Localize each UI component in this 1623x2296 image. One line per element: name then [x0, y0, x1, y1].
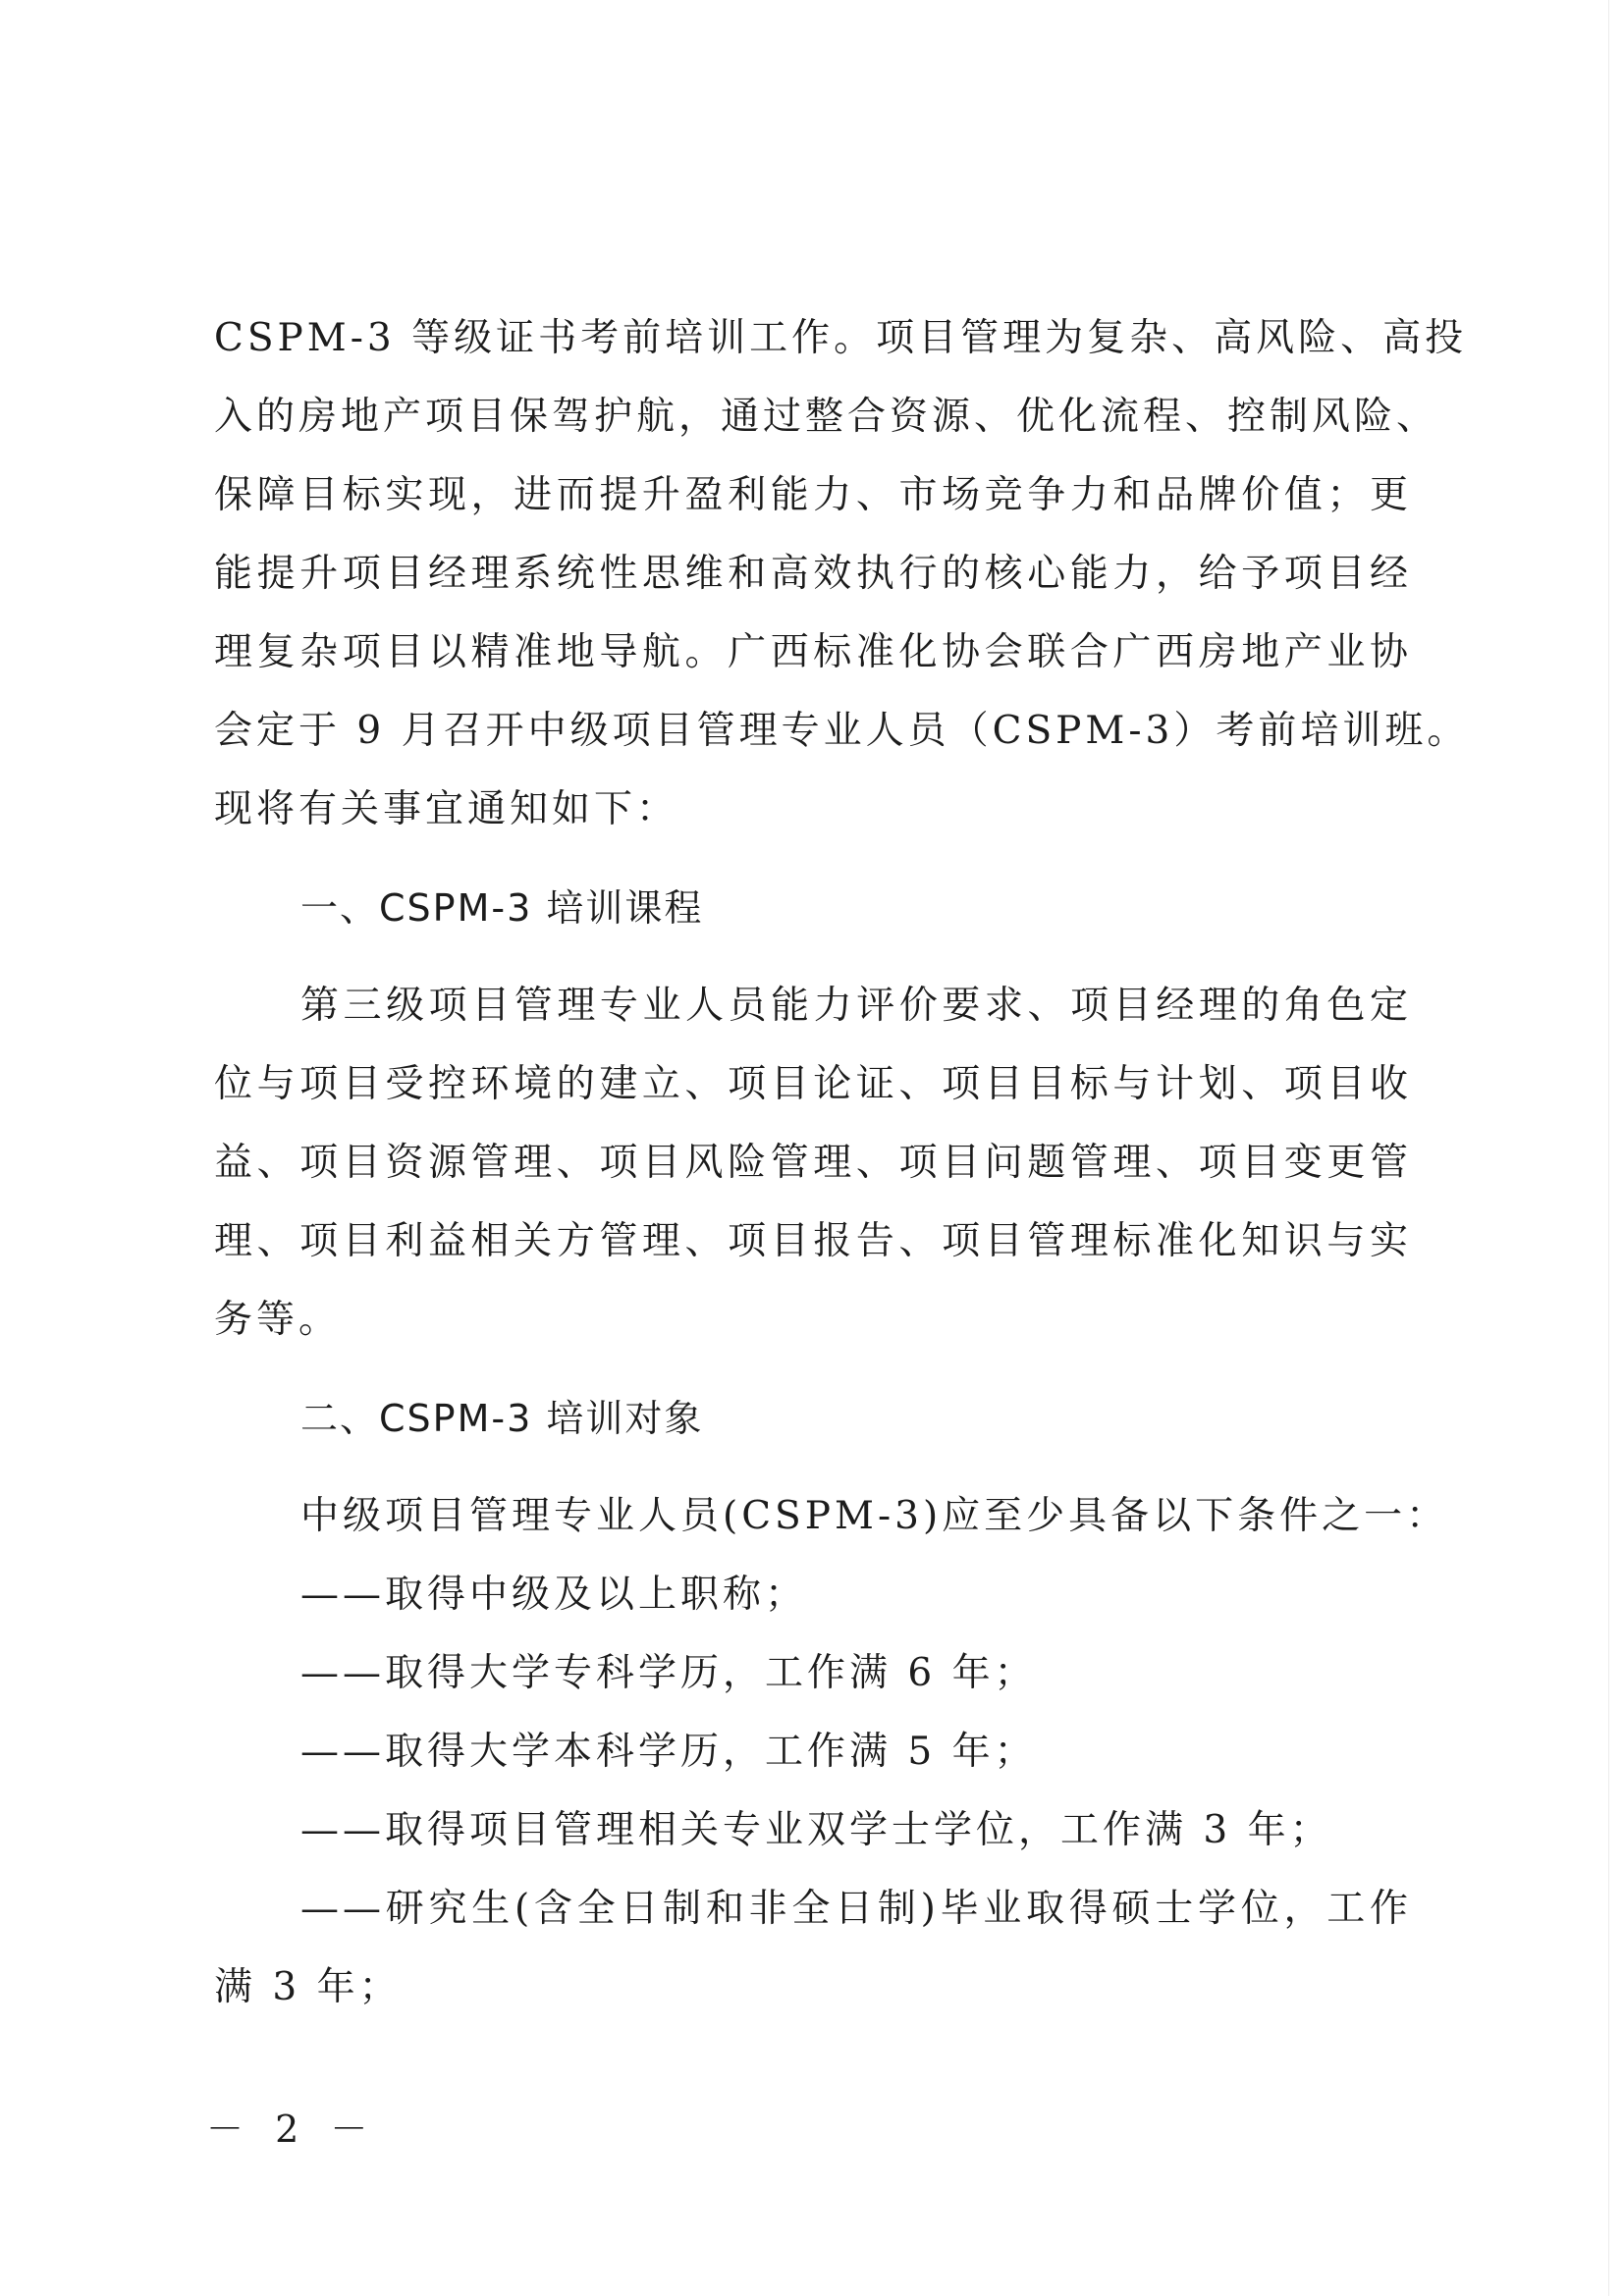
paragraph-line: 益、项目资源管理、项目风险管理、项目问题管理、项目变更管 [214, 1141, 1412, 1185]
paragraph-line: 能提升项目经理系统性思维和高效执行的核心能力，给予项目经 [214, 552, 1412, 596]
document-body [214, 299, 1470, 2027]
condition-item-continuation: 满 3 年； [214, 1965, 402, 2009]
condition-item: ——取得大学专科学历，工作满 6 年； [300, 1651, 1037, 1695]
paragraph-line: 现将有关事宜通知如下： [214, 787, 679, 831]
paragraph-line: 中级项目管理专业人员(CSPM-3)应至少具备以下条件之一： [300, 1494, 1449, 1538]
paragraph-line: 位与项目受控环境的建立、项目论证、项目目标与计划、项目收 [214, 1062, 1412, 1106]
courses-paragraph [214, 967, 1412, 1360]
paragraph-line: 入的房地产项目保驾护航，通过整合资源、优化流程、控制风险、 [214, 395, 1439, 439]
condition-item: ——研究生(含全日制和非全日制)毕业取得硕士学位，工作 [300, 1887, 1412, 1931]
condition-item: ——取得项目管理相关专业双学士学位，工作满 3 年； [300, 1808, 1332, 1852]
condition-item: ——取得中级及以上职称； [300, 1573, 808, 1617]
paragraph-line: 理复杂项目以精准地导航。广西标准化协会联合广西房地产业协 [214, 630, 1412, 674]
condition-item: ——取得大学本科学历，工作满 5 年； [300, 1730, 1037, 1774]
page-number: － 2 － [206, 2108, 378, 2151]
intro-paragraph [214, 299, 1470, 849]
scan-edge-divider [1608, 0, 1609, 2296]
paragraph-line: 会定于 9 月召开中级项目管理专业人员（CSPM-3）考前培训班。 [214, 709, 1470, 753]
section-heading-audience: 二、CSPM-3 培训对象 [300, 1397, 704, 1440]
audience-paragraph [214, 1477, 1449, 2027]
paragraph-line: 务等。 [214, 1298, 342, 1342]
section-heading-courses: 一、CSPM-3 培训课程 [300, 886, 704, 930]
paragraph-line: 理、项目利益相关方管理、项目报告、项目管理标准化知识与实 [214, 1219, 1412, 1263]
paragraph-line: 保障目标实现，进而提升盈利能力、市场竞争力和品牌价值；更 [214, 473, 1412, 517]
paragraph-line: CSPM-3 等级证书考前培训工作。项目管理为复杂、高风险、高投 [214, 316, 1468, 360]
paragraph-line: 第三级项目管理专业人员能力评价要求、项目经理的角色定 [300, 984, 1412, 1028]
